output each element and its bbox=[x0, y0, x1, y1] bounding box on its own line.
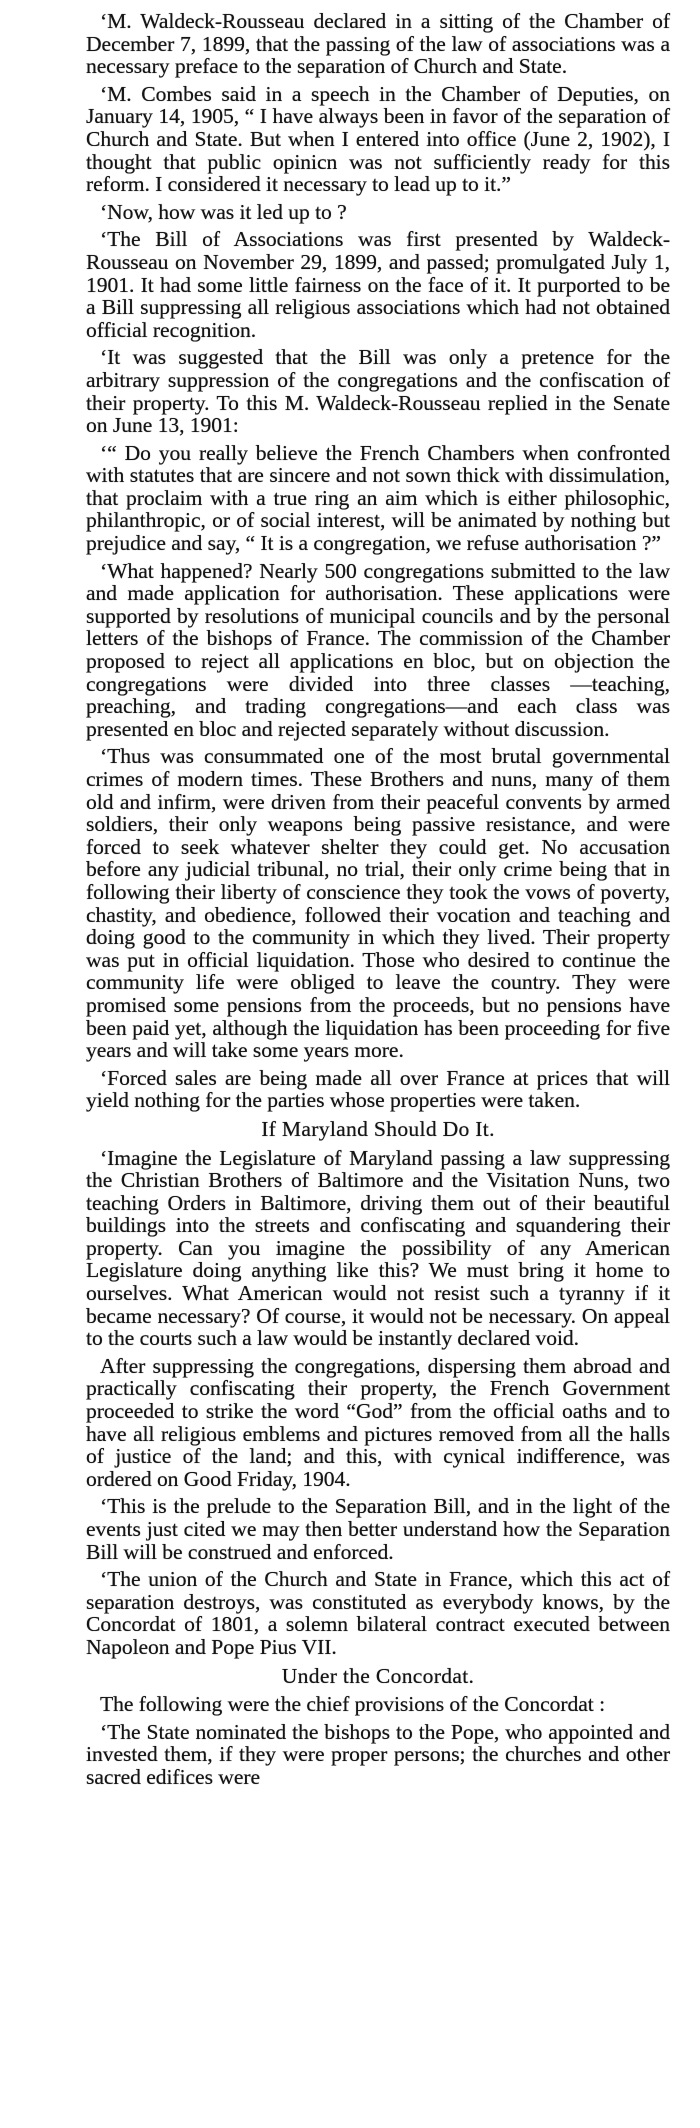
paragraph-chief-provisions: The following were the chief provisions of the Concordat : bbox=[100, 1692, 606, 1717]
paragraph-brutal-crimes: ‘Thus was consummated one of the most brutal governmental crimes of modern times. These Brothers and nuns, many of them old and infirm, were driven from their peaceful convents by armed soldiers, their only weapons being passive resistance, and were forced to seek whatever shelter they could get. No accusation before any judicial tribunal, no trial, their only crime being that in following their liberty of conscience they took the vows of poverty, chastity, and obedience, followed their vocation and teaching and doing good to the community in which they lived. Their property was put in official liquidation. Those who desired to continue the community life were obliged to leave the country. They were promised some pensions from the proceeds, but no pensions have been paid yet, although the liquidation has been proceeding for five years and will take some years more. bbox=[86, 744, 670, 1063]
paragraph-bishops-nominated: ‘The State nominated the bishops to the Pope, who appointed and invested them, if they were proper persons; the churches and other sacred edifices were bbox=[86, 1719, 670, 1789]
paragraph-imagine-maryland: ‘Imagine the Legislature of Maryland passing a law suppressing the Christian Brothers of Baltimore and the Visitation Nuns, two teaching Orders in Baltimore, driving them out of their beautiful buildings into the streets and confiscating and squandering their property. Can you imagine the possibility of any American Legislature doing anything like this? We must bring it home to ourselves. What American would not resist such a tyranny if it became necessary? Of course, it would not be necessary. On appeal to the courts such a law would be instantly declared void. bbox=[86, 1145, 670, 1351]
subheading-maryland: If Maryland Should Do It. bbox=[261, 1116, 495, 1141]
paragraph-pretence-suggestion: ‘It was suggested that the Bill was only a pretence for the arbitrary suppression of the congregations and the confiscation of their property. To this M. Waldeck-Rousseau replied in the Senate on June 13, 1901: bbox=[86, 345, 670, 438]
paragraph-waldeck-declaration: ‘M. Waldeck-Rousseau declared in a sitting of the Chamber of December 7, 1899, that the passing of the law of associations was a necessary preface to the separation of Church and State. bbox=[86, 9, 670, 79]
paragraph-bill-of-associations: ‘The Bill of Associations was first presented by Waldeck-Rousseau on November 29, 1899, and passed; promulgated July 1, 1901. It had some little fairness on the face of it. It purported to be a Bill suppressing all religious associations which had not obtained official recognition. bbox=[86, 227, 670, 342]
paragraph-prelude: ‘This is the prelude to the Separation Bill, and in the light of the events just cited we may then better understand how the Separation Bill will be construed and enforced. bbox=[86, 1494, 670, 1564]
paragraph-senate-quote: ‘“ Do you really believe the French Chambers when confronted with statutes that are sincere and not sown thick with dissimulation, that proclaim with a true ring an aim which is either philosophic, philanthropic, or of social interest, will be animated by nothing but prejudice and say, “ It is a congregation, we refuse authorisation ?” bbox=[86, 440, 670, 556]
paragraph-combes-speech: ‘M. Combes said in a speech in the Chamber of Deputies, on January 14, 1905, “ I have always been in favor of the separation of Church and State. But when I entered into office (June 2, 1902), I thought that public opinicn was not sufficiently ready for this reform. I considered it necessary to lead up to it.” bbox=[86, 81, 670, 197]
subheading-concordat: Under the Concordat. bbox=[281, 1663, 475, 1688]
article-body bbox=[86, 10, 670, 1794]
paragraph-forced-sales: ‘Forced sales are being made all over France at prices that will yield nothing for the parties whose properties were taken. bbox=[86, 1065, 670, 1113]
paragraph-after-suppressing: After suppressing the congregations, dispersing them abroad and practically confiscating their property, the French Government proceeded to strike the word “God” from the official oaths and to have all religious emblems and pictures removed from all the halls of justice of the land; and this, with cynical indifference, was ordered on Good Friday, 1904. bbox=[86, 1353, 670, 1491]
paragraph-how-led-up: ‘Now, how was it led up to ? bbox=[100, 199, 347, 224]
paragraph-what-happened: ‘What happened? Nearly 500 congregations submitted to the law and made application for authorisation. These applications were supported by resolutions of municipal councils and by the personal letters of the bishops of France. The commission of the Chamber proposed to reject all applications en bloc, but on objection the congregations were divided into three classes —teaching, preaching, and trading congregations—and each class was presented en bloc and rejected separately without discussion. bbox=[86, 558, 670, 741]
paragraph-union-concordat: ‘The union of the Church and State in France, which this act of separation destroys, was constituted as everybody knows, by the Concordat of 1801, a solemn bilateral contract executed between Napoleon and Pope Pius VII. bbox=[86, 1567, 670, 1659]
